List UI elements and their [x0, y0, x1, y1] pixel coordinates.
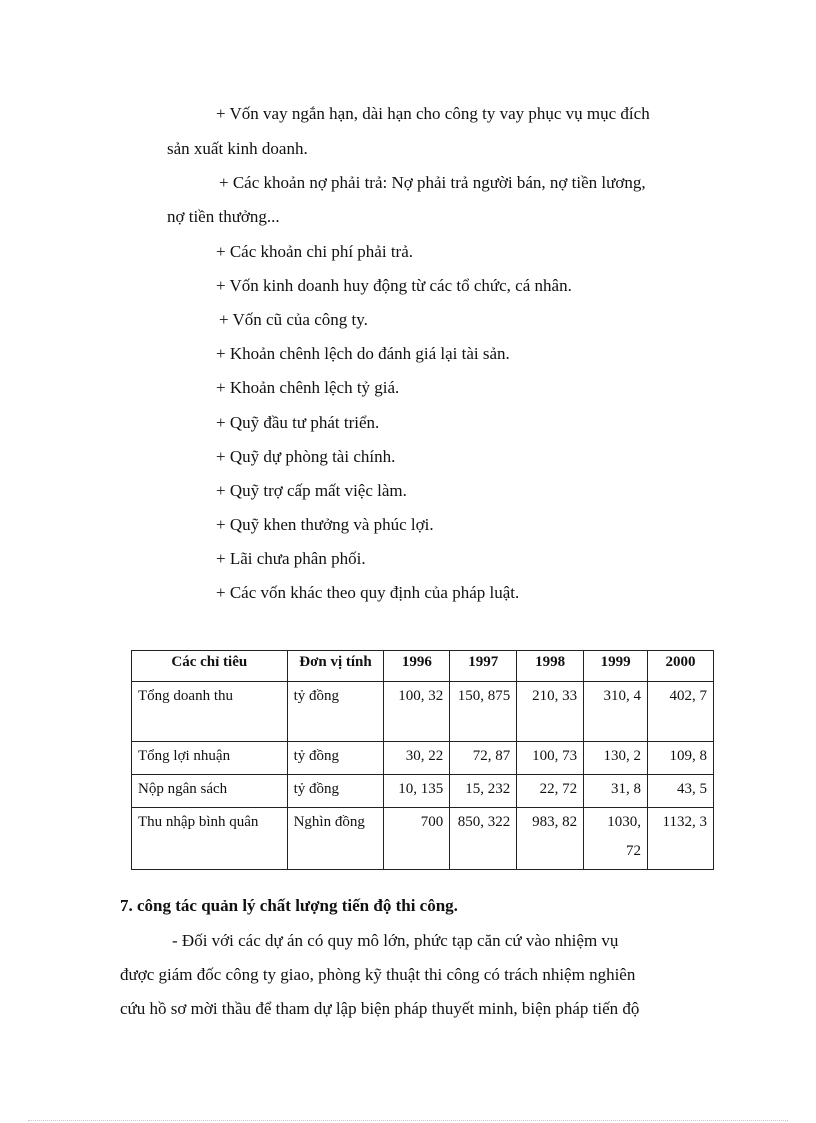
table-cell: Nghìn đồng [287, 808, 384, 870]
body-line: + Các khoản chi phí phải trả. [216, 242, 414, 261]
body-line: + Lãi chưa phân phối. [216, 549, 366, 568]
table-cell: 1132, 3 [648, 808, 714, 870]
body-line: + Các khoản nợ phải trả: Nợ phải trả người bán, nợ tiền lương, [219, 173, 646, 192]
table-cell: 850, 322 [450, 808, 517, 870]
body-line: nợ tiền thưởng... [167, 207, 280, 226]
body-line: + Khoản chênh lệch do đánh giá lại tài sản. [216, 344, 510, 363]
footer-divider [28, 1120, 788, 1121]
table-cell: Tổng doanh thu [132, 682, 288, 742]
table-cell: 1030, 72 [584, 808, 648, 870]
table-cell: tỷ đồng [287, 742, 384, 775]
table-row [132, 775, 714, 808]
table-cell: Tổng lợi nhuận [132, 742, 288, 775]
table-cell: 22, 72 [517, 775, 584, 808]
table-cell: tỷ đồng [287, 682, 384, 742]
section-line: được giám đốc công ty giao, phòng kỹ thuật thi công có trách nhiệm nghiên [120, 965, 636, 984]
body-line: + Quỹ khen thưởng và phúc lợi. [216, 515, 434, 534]
table-row [132, 742, 714, 775]
table-cell: 402, 7 [648, 682, 714, 742]
table-header-row [132, 651, 714, 682]
statistics-table [131, 650, 714, 870]
table-row [132, 682, 714, 742]
table-row [132, 808, 714, 870]
body-line: + Quỹ trợ cấp mất việc làm. [216, 481, 407, 500]
body-line: + Vốn vay ngắn hạn, dài hạn cho công ty vay phục vụ mục đích [216, 104, 650, 123]
table-cell: 310, 4 [584, 682, 648, 742]
table-header-cell: 1996 [384, 651, 450, 682]
table-header-cell: 1999 [584, 651, 648, 682]
table-cell: 10, 135 [384, 775, 450, 808]
table-header-cell: Đơn vị tính [287, 651, 384, 682]
body-line: + Vốn cũ của công ty. [219, 310, 368, 329]
table-cell: 31, 8 [584, 775, 648, 808]
section-heading: 7. công tác quản lý chất lượng tiến độ thi công. [120, 896, 458, 915]
body-line: + Quỹ đầu tư phát triển. [216, 413, 380, 432]
table-cell: Thu nhập bình quân [132, 808, 288, 870]
table-header-cell: 1998 [517, 651, 584, 682]
table-header-cell: 1997 [450, 651, 517, 682]
table-cell: 100, 73 [517, 742, 584, 775]
section-line: - Đối với các dự án có quy mô lớn, phức tạp căn cứ vào nhiệm vụ [172, 931, 619, 950]
table-cell: 30, 22 [384, 742, 450, 775]
table-cell: 72, 87 [450, 742, 517, 775]
table-cell: 43, 5 [648, 775, 714, 808]
table-header-cell: 2000 [648, 651, 714, 682]
table-cell: Nộp ngân sách [132, 775, 288, 808]
body-line: + Các vốn khác theo quy định của pháp luật. [216, 583, 520, 602]
table-cell: 983, 82 [517, 808, 584, 870]
body-line: + Quỹ dự phòng tài chính. [216, 447, 396, 466]
table-cell: 210, 33 [517, 682, 584, 742]
table-cell: 150, 875 [450, 682, 517, 742]
table-cell: 700 [384, 808, 450, 870]
table-cell: 15, 232 [450, 775, 517, 808]
body-line: + Khoản chênh lệch tỷ giá. [216, 378, 400, 397]
table-cell: 109, 8 [648, 742, 714, 775]
table-cell: tỷ đồng [287, 775, 384, 808]
section-line: cứu hồ sơ mời thầu để tham dự lập biện pháp thuyết minh, biện pháp tiến độ [120, 999, 640, 1018]
body-line: + Vốn kinh doanh huy động từ các tổ chức, cá nhân. [216, 276, 572, 295]
table-header-cell: Các chỉ tiêu [132, 651, 288, 682]
table-cell: 130, 2 [584, 742, 648, 775]
table-cell: 100, 32 [384, 682, 450, 742]
body-line: sản xuất kinh doanh. [167, 139, 308, 158]
